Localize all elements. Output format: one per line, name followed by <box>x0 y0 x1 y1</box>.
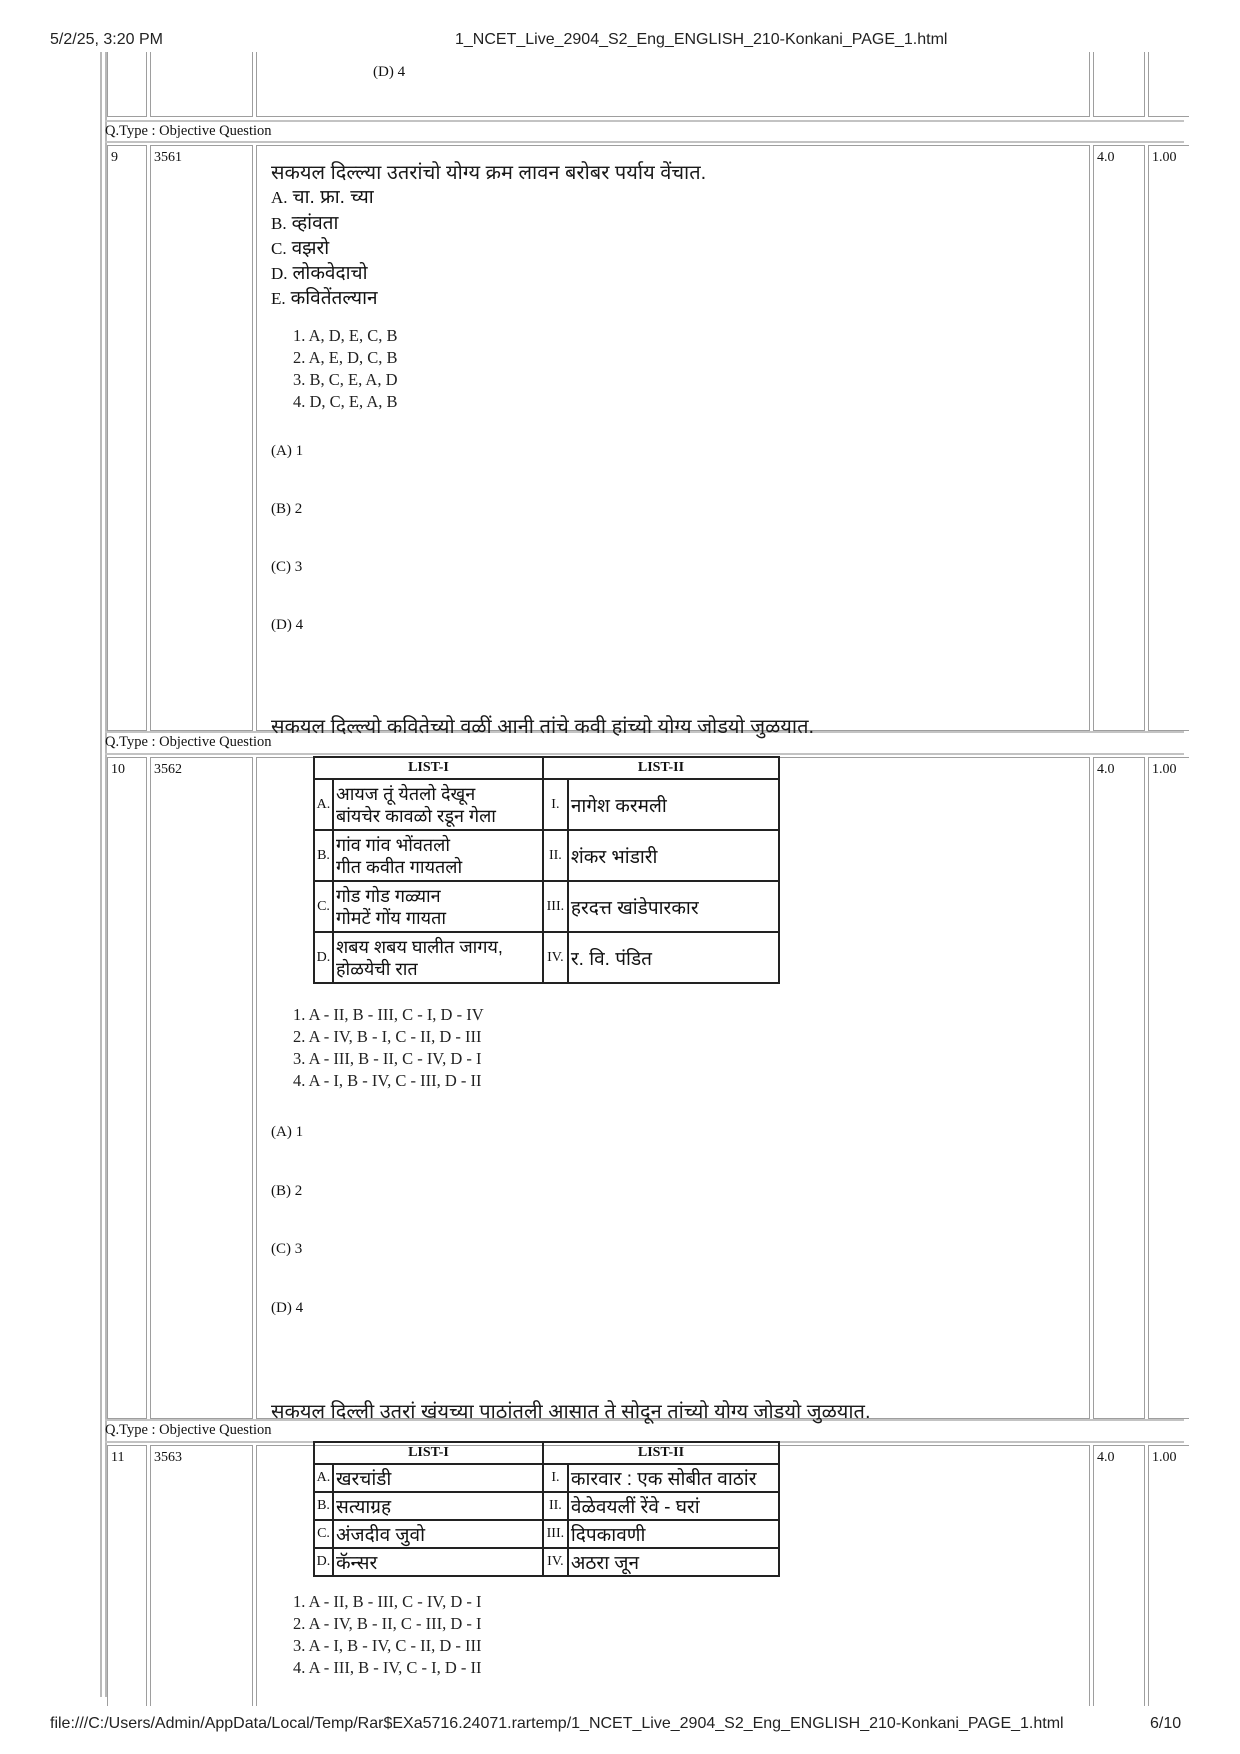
q9-negative-cell <box>1148 145 1189 731</box>
q9-question-text: सकयल दिल्ल्या उतरांचो योग्य क्रम लावन बरोबर पर्याय वेंचात. <box>271 162 707 184</box>
print-datetime: 5/2/25, 3:20 PM <box>50 31 163 48</box>
q11-sno-cell <box>107 1445 147 1706</box>
q9-item-c: C. वझरो <box>271 238 330 259</box>
row-label: A. <box>314 779 333 830</box>
row-label: B. <box>314 1492 333 1520</box>
q11-negative-marks: 1.00 <box>1152 1450 1177 1465</box>
list-i-cell: सत्याग्रह <box>333 1492 543 1520</box>
q11-option-3: 3. A - I, B - IV, C - II, D - III <box>293 1636 482 1655</box>
row-label: D. <box>314 932 333 983</box>
table-row <box>314 881 779 932</box>
q11-serial-number: 11 <box>111 1450 125 1465</box>
q11-marks: 4.0 <box>1097 1450 1115 1465</box>
q9-option-2: 2. A, E, D, C, B <box>293 348 398 367</box>
q10-marks-cell <box>1093 757 1145 1419</box>
prev-qid-cell <box>150 52 253 117</box>
q11-question-id: 3563 <box>154 1450 182 1465</box>
q10-option-3: 3. A - III, B - II, C - IV, D - I <box>293 1049 482 1068</box>
q11-marks-cell <box>1093 1445 1145 1706</box>
q9-sno-cell <box>107 145 147 731</box>
print-title: 1_NCET_Live_2904_S2_Eng_ENGLISH_210-Konkani_PAGE_1.html <box>455 31 948 48</box>
list-ii-cell: हरदत्त खांडेपारकार <box>568 881 779 932</box>
q11-list-ii-header: LIST-II <box>543 1442 779 1464</box>
q10-list-i-header: LIST-I <box>314 757 543 779</box>
q10-options <box>293 1004 484 1092</box>
q11-match-table <box>313 1441 780 1577</box>
q9-option-3: 3. B, C, E, A, D <box>293 370 398 389</box>
q10-list-ii-header: LIST-II <box>543 757 779 779</box>
list-i-cell: अंजदीव जुवो <box>333 1520 543 1548</box>
row-label: I. <box>543 1464 568 1492</box>
q9-answer-a[interactable]: (A) 1 <box>271 443 304 459</box>
row-label: III. <box>543 1520 568 1548</box>
q10-option-1: 1. A - II, B - III, C - I, D - IV <box>293 1005 484 1024</box>
list-ii-cell: कारवार : एक सोबीत वाठांर <box>568 1464 779 1492</box>
list-i-cell: खरचांडी <box>333 1464 543 1492</box>
table-row <box>314 1464 779 1492</box>
q9-item-e: E. कवितेंतल्यान <box>271 288 378 309</box>
q9-serial-number: 9 <box>111 150 118 165</box>
q11-question-text: सकयल दिल्ली उतरां खंयच्या पाठांतली आसात ते सोदून तांच्यो योग्य जोडयो जुळयात. <box>271 1401 871 1423</box>
table-row <box>314 1520 779 1548</box>
q10-question-id: 3562 <box>154 762 182 777</box>
q9-answer-b[interactable]: (B) 2 <box>271 501 303 517</box>
list-ii-cell: अठरा जून <box>568 1548 779 1576</box>
q10-answer-a[interactable]: (A) 1 <box>271 1124 304 1140</box>
list-i-cell: गोड गोड गळ्यान गोमटें गोंय गायता <box>333 881 543 932</box>
q11-list-i-header: LIST-I <box>314 1442 543 1464</box>
list-ii-cell: शंकर भांडारी <box>568 830 779 881</box>
q10-sno-cell <box>107 757 147 1419</box>
row-label: IV. <box>543 1548 568 1576</box>
row-label: A. <box>314 1464 333 1492</box>
list-ii-cell: र. वि. पंडित <box>568 932 779 983</box>
print-file-path: file:///C:/Users/Admin/AppData/Local/Temp/Rar$EXa5716.24071.rartemp/1_NCET_Live_2904_S2_Eng_ENGLISH_210-Konkani_PAGE_1.html <box>50 1715 1064 1732</box>
table-row <box>314 779 779 830</box>
table-row <box>314 1492 779 1520</box>
qtype-label-q11: Q.Type : Objective Question <box>105 1422 272 1438</box>
q11-option-1: 1. A - II, B - III, C - IV, D - I <box>293 1592 482 1611</box>
q9-marks-cell <box>1093 145 1145 731</box>
q10-question-text: सकयल दिल्ल्यो कवितेच्यो वळीं आनी तांचे कवी हांच्यो योग्य जोडयो जुळयात. <box>271 716 815 738</box>
q11-option-2: 2. A - IV, B - II, C - III, D - I <box>293 1614 482 1633</box>
q10-option-2: 2. A - IV, B - I, C - II, D - III <box>293 1027 482 1046</box>
q9-item-d: D. लोकवेदाचो <box>271 263 368 284</box>
prev-sno-cell <box>107 52 147 117</box>
q10-answer-b[interactable]: (B) 2 <box>271 1183 303 1199</box>
list-i-cell: कॅन्सर <box>333 1548 543 1576</box>
prev-marks-cell <box>1093 52 1145 117</box>
q9-qid-cell <box>150 145 253 731</box>
q9-negative-marks: 1.00 <box>1152 150 1177 165</box>
q11-options <box>293 1591 482 1679</box>
q10-serial-number: 10 <box>111 762 125 777</box>
print-page-number: 6/10 <box>1150 1715 1182 1732</box>
row-label: II. <box>543 1492 568 1520</box>
q9-option-1: 1. A, D, E, C, B <box>293 326 398 345</box>
row-label: C. <box>314 1520 333 1548</box>
q10-marks: 4.0 <box>1097 762 1115 777</box>
q9-item-a: A. चा. फ्रा. च्या <box>271 187 374 208</box>
row-label: I. <box>543 779 568 830</box>
qtype-label-q10: Q.Type : Objective Question <box>105 734 272 750</box>
q9-item-b: B. व्हांवता <box>271 213 339 234</box>
q11-option-4: 4. A - III, B - IV, C - I, D - II <box>293 1658 482 1677</box>
q10-negative-marks: 1.00 <box>1152 762 1177 777</box>
q11-qid-cell <box>150 1445 253 1706</box>
qtype-label-q9: Q.Type : Objective Question <box>105 123 272 139</box>
q9-body-cell <box>256 145 1090 731</box>
row-label: B. <box>314 830 333 881</box>
list-i-cell: आयज तूं येतलो देखून बांयचेर कावळो रडून गेला <box>333 779 543 830</box>
q10-match-table <box>313 756 780 984</box>
q10-answer-c[interactable]: (C) 3 <box>271 1241 303 1257</box>
list-ii-cell: दिपकावणी <box>568 1520 779 1548</box>
q9-option-4: 4. D, C, E, A, B <box>293 392 398 411</box>
row-label: C. <box>314 881 333 932</box>
row-label: D. <box>314 1548 333 1576</box>
row-label: III. <box>543 881 568 932</box>
list-ii-cell: नागेश करमली <box>568 779 779 830</box>
table-row <box>314 932 779 983</box>
table-row <box>314 830 779 881</box>
list-ii-cell: वेळेवयलीं रेंवे - घरां <box>568 1492 779 1520</box>
q10-qid-cell <box>150 757 253 1419</box>
q10-answer-d[interactable]: (D) 4 <box>271 1300 304 1316</box>
row-label: IV. <box>543 932 568 983</box>
table-row <box>314 1548 779 1576</box>
q10-negative-cell <box>1148 757 1189 1419</box>
prev-option-d: (D) 4 <box>373 64 406 80</box>
q11-negative-cell <box>1148 1445 1189 1706</box>
q9-answer-c[interactable]: (C) 3 <box>271 559 303 575</box>
q9-marks: 4.0 <box>1097 150 1115 165</box>
row-label: II. <box>543 830 568 881</box>
q9-options <box>293 325 398 413</box>
prev-body-cell <box>256 52 1090 117</box>
q9-answer-d[interactable]: (D) 4 <box>271 617 304 633</box>
list-i-cell: शबय शबय घालीत जागय, होळयेची रात <box>333 932 543 983</box>
q10-option-4: 4. A - I, B - IV, C - III, D - II <box>293 1071 482 1090</box>
list-i-cell: गांव गांव भोंवतलो गीत कवीत गायतलो <box>333 830 543 881</box>
prev-neg-cell <box>1148 52 1189 117</box>
q9-question-id: 3561 <box>154 150 182 165</box>
